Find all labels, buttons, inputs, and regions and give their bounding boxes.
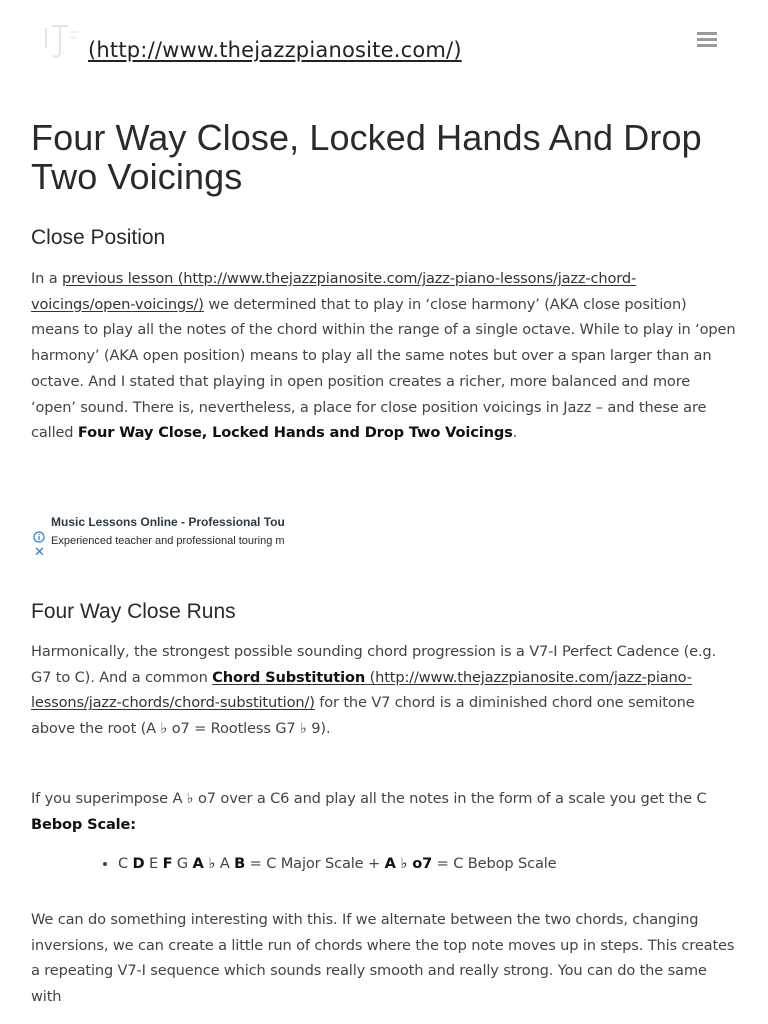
- site-home-link[interactable]: (http://www.thejazzpianosite.com/): [88, 38, 462, 62]
- bold-voicings-text: Four Way Close, Locked Hands and Drop Two Voicings: [77, 424, 513, 442]
- chord-substitution-bold: Chord Substitution: [212, 668, 366, 686]
- paragraph-text: we determined that to play in ‘close harmony’ (AKA close position) means to play all the notes of the chord within the range of a single octave. While to play in ‘open harmony’ (AKA open position) means to play all the same notes but over a span larger than an octave. And I stated that playing in open position creates a richer, more balanced and more ‘open’ sound. There is, nevertheless, a place for close position voicings in Jazz – and these are called: [31, 295, 736, 442]
- ad-close-icon[interactable]: ✕: [34, 545, 45, 560]
- page-title: Four Way Close, Locked Hands And Drop Two Voicings: [31, 117, 702, 197]
- bebop-paragraph: [31, 786, 739, 837]
- section-heading-four-way-close-runs: Four Way Close Runs: [31, 600, 236, 623]
- note-bold: F: [162, 855, 173, 873]
- note-text: A: [215, 855, 235, 873]
- equation-text: = C Bebop Scale: [432, 855, 557, 873]
- list-item: [118, 851, 739, 877]
- run-paragraph: We can do something interesting with this. If we alternate between the two chords, changing inversions, we can create a little run of chords where the top note moves up in steps. This creates a repeating V7-I sequence which sounds really smooth and really strong. You can do the same with: [31, 910, 735, 1006]
- site-logo-icon: [38, 22, 84, 62]
- previous-lesson-link[interactable]: previous lesson (http://www.thejazzpianosite.com/jazz-piano-lessons/jazz-chord-voicings/open-voicings/): [31, 270, 637, 313]
- intro-paragraph: [31, 266, 739, 446]
- menu-bar: [697, 44, 717, 47]
- equation-text: = C Major Scale +: [245, 855, 385, 873]
- paragraph-text: In a: [31, 270, 63, 287]
- bebop-scale-bold: Bebop Scale:: [31, 815, 136, 833]
- scale-list: [31, 851, 739, 877]
- paragraph-text: .: [512, 424, 518, 442]
- cadence-paragraph: [31, 639, 739, 742]
- menu-bar: [697, 38, 717, 41]
- paragraph-text: for the V7 chord is a diminished chord one semitone above the root (A ♭ o7 = Rootless G7 ♭ 9).: [31, 694, 695, 738]
- ad-info-icon[interactable]: [33, 531, 45, 543]
- chord-substitution-url: (http://www.thejazzpianosite.com/jazz-piano-lessons/jazz-chords/chord-substitution/): [31, 668, 692, 712]
- site-logo[interactable]: [38, 22, 84, 62]
- ad-banner[interactable]: [33, 513, 313, 561]
- note-text: G: [172, 855, 193, 873]
- ad-description[interactable]: Experienced teacher and professional touring m: [51, 535, 285, 547]
- chord-bold: A ♭ o7: [384, 855, 433, 873]
- note-bold: D: [132, 855, 145, 873]
- ad-title[interactable]: Music Lessons Online - Professional Tou: [51, 515, 285, 529]
- hamburger-menu-icon[interactable]: [697, 32, 717, 50]
- note-text: C: [118, 855, 133, 873]
- section-heading-close-position: Close Position: [31, 226, 166, 249]
- note-bold: B: [234, 855, 246, 873]
- paragraph-text: Harmonically, the strongest possible sounding chord progression is a V7-I Perfect Cadence (e.g. G7 to C). And a common: [31, 643, 717, 686]
- note-bold: A ♭: [192, 855, 216, 873]
- note-text: E: [144, 855, 163, 873]
- paragraph-text: If you superimpose A ♭ o7 over a C6 and play all the notes in the form of a scale you get the C: [31, 789, 707, 807]
- article-content-continued: [31, 599, 739, 1010]
- site-header: [0, 0, 768, 90]
- article-content: [31, 118, 739, 446]
- menu-bar: [697, 32, 717, 35]
